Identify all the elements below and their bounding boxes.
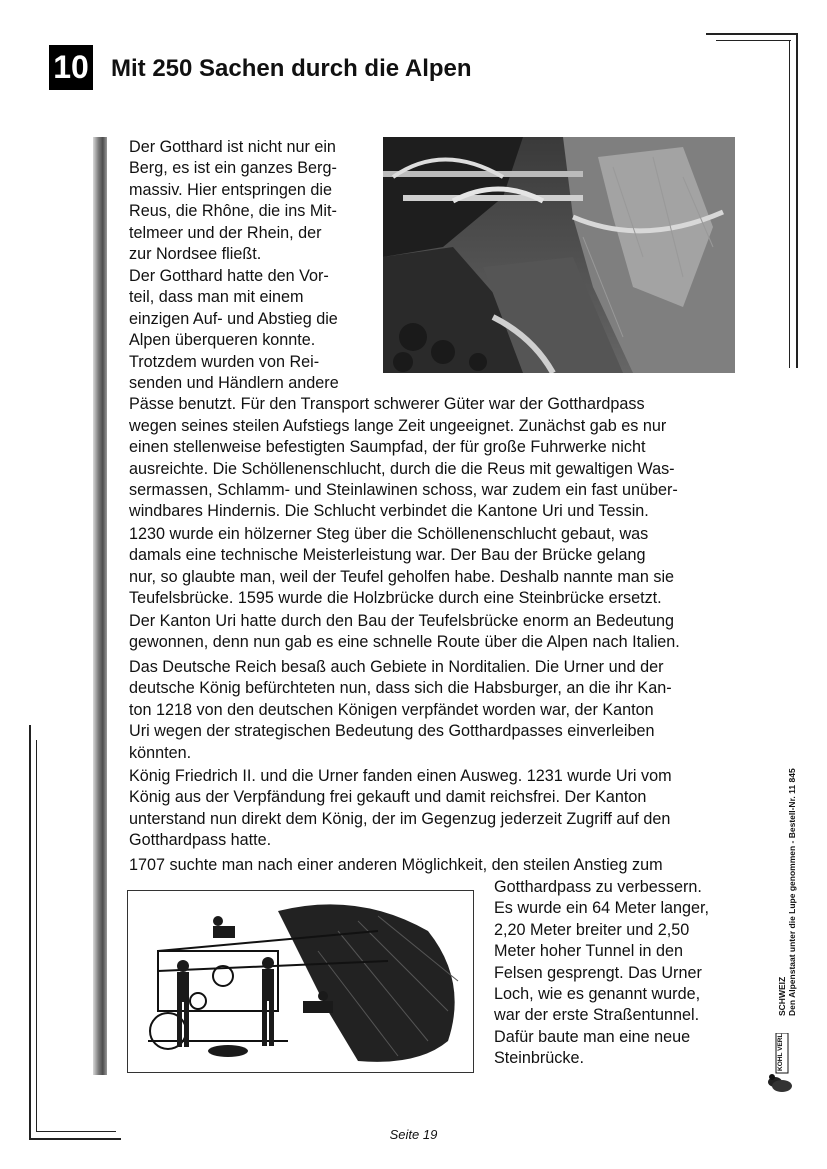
text-line: König Friedrich II. und die Urner fanden einen Ausweg. 1231 wurde Uri vom — [129, 767, 672, 785]
paragraph-teufelsbruecke — [129, 524, 674, 610]
text-line: 1707 suchte man nach einer anderen Möglichkeit, den steilen Anstieg zum — [129, 856, 663, 874]
text-line: gewonnen, denn nun gab es eine schnelle Route über die Alpen nach Italien. — [129, 633, 680, 652]
paragraph-friedrich — [129, 766, 672, 852]
text-line: windbares Hindernis. Die Schlucht verbindet die Kantone Uri und Tessin. — [129, 502, 649, 521]
text-line: senden und Händlern andere — [129, 374, 339, 393]
text-line: Das Deutsche Reich besaß auch Gebiete in Norditalien. Die Urner und der — [129, 658, 664, 676]
publisher-logo — [766, 1033, 796, 1095]
decorative-side-bar — [93, 137, 107, 1075]
frame-line-right-inner — [789, 40, 790, 368]
page-number: Seite 19 — [389, 1127, 438, 1142]
text-line: zur Nordsee fließt. — [129, 245, 262, 264]
book-imprint-vertical — [777, 768, 797, 1016]
text-line: Pässe benutzt. Für den Transport schwerer Güter war der Gotthardpass — [129, 395, 645, 414]
text-line: wegen seines steilen Aufstiegs lange Zeit ungeeignet. Zunächst gab es nur — [129, 416, 667, 435]
text-line: Trotzdem wurden von Rei- — [129, 352, 320, 371]
svg-text:KOHL VERLAG: KOHL VERLAG — [777, 1033, 784, 1071]
text-line: Es wurde ein 64 Meter langer, — [494, 899, 710, 918]
text-line: Berg, es ist ein ganzes Berg- — [129, 159, 337, 178]
text-line: Meter hoher Tunnel in den — [494, 942, 683, 961]
text-line: Alpen überqueren konnte. — [129, 331, 316, 350]
text-line: Loch, wie es genannt wurde, — [494, 985, 701, 1004]
paragraph-tunnel-column — [494, 877, 709, 1070]
paragraph-tunnel-first-line — [129, 855, 663, 876]
text-line: Felsen gesprengt. Das Urner — [494, 963, 702, 982]
imprint-book-line: Den Alpenstaat unter die Lupe genommen - Bestell-Nr. 11 845 — [787, 768, 797, 1016]
text-line: Gotthardpass zu verbessern. — [494, 878, 702, 896]
imprint-country: SCHWEIZ — [777, 976, 787, 1016]
chapter-number-badge: 10 — [49, 45, 93, 90]
text-line: massiv. Hier entspringen die — [129, 180, 333, 199]
text-line: Teufelsbrücke. 1595 wurde die Holzbrücke durch eine Steinbrücke ersetzt. — [129, 589, 662, 608]
paragraph-deutsches-reich — [129, 657, 672, 764]
text-line: unterstand nun direkt dem König, der im Gegenzug jederzeit Zugriff auf den — [129, 809, 671, 828]
text-line: einen stellenweise befestigten Saumpfad, der für große Fuhrwerke nicht — [129, 438, 646, 457]
page-title: Mit 250 Sachen durch die Alpen — [111, 55, 472, 82]
text-line: sermassen, Schlamm- und Steinlawinen schoss, war zudem ein fast unüber- — [129, 481, 678, 500]
text-line: telmeer und der Rhein, der — [129, 223, 322, 242]
text-line: 1230 wurde ein hölzerner Steg über die Schöllenenschlucht gebaut, was — [129, 525, 649, 543]
text-line: deutsche König befürchteten nun, dass sich die Habsburger, an die ihr Kan- — [129, 679, 672, 698]
paragraph-advantage — [129, 266, 678, 523]
text-line: einzigen Auf- und Abstieg die — [129, 309, 338, 328]
text-line: damals eine technische Meisterleistung war. Der Bau der Brücke gelang — [129, 546, 646, 565]
text-line: Steinbrücke. — [494, 1049, 584, 1068]
tunnel-workers-engraving — [127, 890, 474, 1073]
text-line: 2,20 Meter breiter und 2,50 — [494, 920, 690, 939]
text-line: teil, dass man mit einem — [129, 288, 304, 307]
text-line: Dafür baute man eine neue — [494, 1027, 691, 1046]
paragraph-kanton-uri — [129, 611, 680, 654]
frame-line-right-outer — [796, 33, 798, 368]
text-line: ausreichte. Die Schöllenenschlucht, durch die die Reus mit gewaltigen Was- — [129, 459, 675, 478]
frame-line-left-outer — [29, 725, 31, 1140]
paragraph-intro — [129, 137, 337, 265]
text-line: könnten. — [129, 743, 192, 762]
text-line: Der Gotthard ist nicht nur ein — [129, 138, 336, 156]
text-line: Gotthardpass hatte. — [129, 831, 272, 850]
text-line: nur, so glaubte man, weil der Teufel geholfen habe. Deshalb nannte man sie — [129, 567, 675, 586]
frame-line-top-right-outer — [706, 33, 798, 35]
text-line: König aus der Verpfändung frei gekauft und damit reichsfrei. Der Kanton — [129, 788, 647, 807]
text-line: Der Gotthard hatte den Vor- — [129, 267, 329, 285]
frame-line-top-right-inner — [716, 40, 791, 41]
text-line: war der erste Straßentunnel. — [494, 1006, 700, 1025]
text-line: Uri wegen der strategischen Bedeutung des Gotthardpasses einverleiben — [129, 722, 655, 741]
text-line: ton 1218 von den deutschen Königen verpfändet worden war, der Kanton — [129, 700, 654, 719]
frame-line-left-inner — [36, 740, 37, 1132]
text-line: Reus, die Rhône, die ins Mit- — [129, 202, 337, 221]
text-line: Der Kanton Uri hatte durch den Bau der Teufelsbrücke enorm an Bedeutung — [129, 612, 675, 630]
